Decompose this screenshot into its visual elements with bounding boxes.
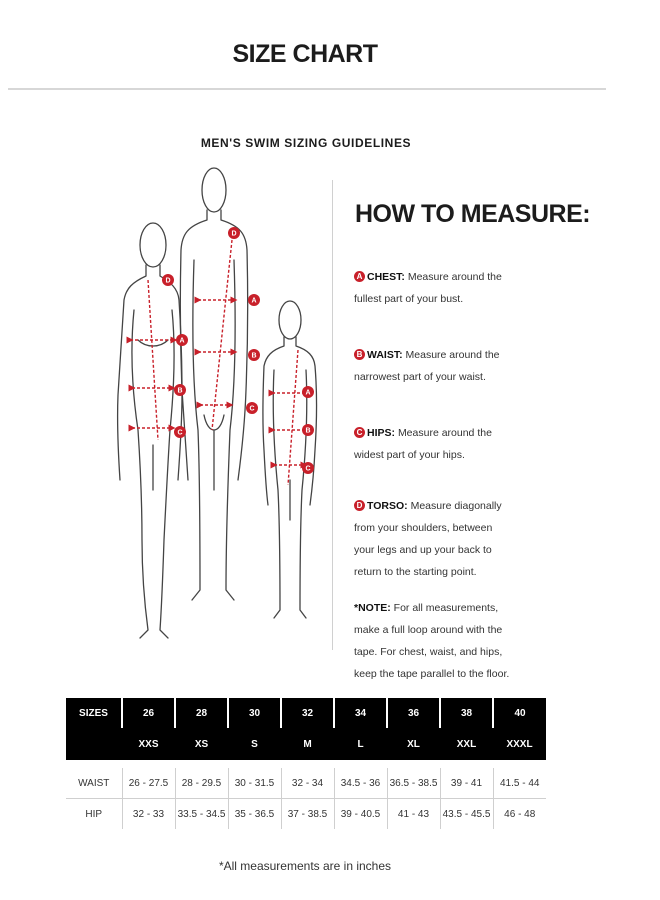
measurement-lines bbox=[130, 240, 311, 485]
row-label: HIP bbox=[66, 799, 122, 830]
table-header-row bbox=[66, 698, 546, 728]
table-cell: 46 - 48 bbox=[504, 808, 536, 820]
size-table bbox=[66, 698, 546, 829]
table-cell: 35 - 36.5 bbox=[228, 799, 281, 830]
step-chest bbox=[354, 266, 514, 310]
step-label: CHEST: bbox=[367, 271, 405, 283]
size-cell: 28 bbox=[175, 698, 228, 728]
footnote: *All measurements are in inches bbox=[218, 859, 392, 873]
letter-size-cell: XXXL bbox=[493, 728, 546, 760]
svg-text:A: A bbox=[305, 389, 311, 397]
body-measurement-illustration bbox=[108, 160, 328, 660]
page-title: SIZE CHART bbox=[232, 40, 378, 68]
table-cell: 33.5 - 34.5 bbox=[175, 799, 228, 830]
title-divider bbox=[8, 88, 606, 90]
table-row bbox=[66, 768, 546, 799]
table-cell: 32 - 34 bbox=[281, 768, 334, 799]
table-cell: 37 - 38.5 bbox=[281, 799, 334, 830]
marker-a-icon: A bbox=[354, 271, 365, 282]
step-label: TORSO: bbox=[367, 500, 408, 512]
table-cell: 41 - 43 bbox=[387, 799, 440, 830]
size-cell: 30 bbox=[228, 698, 281, 728]
measurement-note bbox=[354, 597, 524, 685]
step-label: HIPS: bbox=[367, 427, 396, 439]
step-torso bbox=[354, 495, 514, 583]
size-cell: 36 bbox=[387, 698, 440, 728]
chart-subtitle: MEN'S SWIM SIZING GUIDELINES bbox=[200, 136, 412, 150]
step-waist bbox=[354, 344, 514, 388]
step-text: Measure around the fullest part of your bust. bbox=[354, 271, 502, 305]
svg-text:C: C bbox=[249, 405, 255, 413]
size-cell: 34 bbox=[334, 698, 387, 728]
table-cell: 39 - 40.5 bbox=[334, 799, 387, 830]
size-cell: 38 bbox=[440, 698, 493, 728]
table-cell: 28 - 29.5 bbox=[175, 768, 228, 799]
step-text: Measure around the widest part of your hips. bbox=[354, 427, 492, 461]
size-cell: 32 bbox=[281, 698, 334, 728]
svg-text:C: C bbox=[305, 465, 311, 473]
step-label: WAIST: bbox=[367, 349, 403, 361]
svg-text:B: B bbox=[177, 387, 183, 395]
letter-size-cell: XL bbox=[387, 728, 440, 760]
child-figure bbox=[263, 301, 317, 618]
size-cell: 40 bbox=[493, 698, 546, 728]
table-letter-row bbox=[66, 728, 546, 760]
letter-size-cell: XXL bbox=[440, 728, 493, 760]
marker-b-icon: B bbox=[354, 349, 365, 360]
step-text: Measure diagonally from your shoulders, between your legs and up your back to return to the starting point. bbox=[354, 500, 502, 578]
svg-text:D: D bbox=[165, 277, 171, 285]
header-label-cell: SIZES bbox=[66, 698, 122, 728]
letter-size-cell: S bbox=[228, 728, 281, 760]
table-cell: 41.5 - 44 bbox=[493, 768, 546, 799]
table-cell: 43.5 - 45.5 bbox=[440, 799, 493, 830]
how-to-measure-title: HOW TO MEASURE: bbox=[355, 200, 591, 228]
female-figure bbox=[118, 223, 185, 638]
table-cell: 34.5 - 36 bbox=[334, 768, 387, 799]
svg-text:A: A bbox=[251, 297, 257, 305]
letter-size-cell: XXS bbox=[122, 728, 175, 760]
step-hips bbox=[354, 422, 514, 466]
svg-text:A: A bbox=[179, 337, 185, 345]
svg-text:D: D bbox=[231, 230, 237, 238]
table-cell: 39 - 41 bbox=[440, 768, 493, 799]
marker-d-icon: D bbox=[354, 500, 365, 511]
letter-size-cell: XS bbox=[175, 728, 228, 760]
table-cell: 30 - 31.5 bbox=[228, 768, 281, 799]
step-text: Measure around the narrowest part of your waist. bbox=[354, 349, 500, 383]
table-row bbox=[66, 799, 546, 830]
row-label: WAIST bbox=[66, 768, 122, 799]
note-text: For all measurements, make a full loop around with the tape. For chest, waist, and hips, keep the tape parallel to the floor. bbox=[354, 602, 510, 680]
letter-size-cell: M bbox=[281, 728, 334, 760]
note-label: *NOTE: bbox=[354, 602, 391, 614]
marker-c-icon: C bbox=[354, 427, 365, 438]
svg-text:B: B bbox=[251, 352, 257, 360]
letter-size-cell: L bbox=[334, 728, 387, 760]
empty-cell bbox=[66, 728, 122, 760]
table-cell: 32 - 33 bbox=[122, 799, 175, 830]
table-cell: 36.5 - 38.5 bbox=[387, 768, 440, 799]
section-divider bbox=[332, 180, 333, 650]
svg-text:B: B bbox=[305, 427, 311, 435]
svg-text:C: C bbox=[177, 429, 183, 437]
table-cell: 26 - 27.5 bbox=[122, 768, 175, 799]
size-cell: 26 bbox=[122, 698, 175, 728]
